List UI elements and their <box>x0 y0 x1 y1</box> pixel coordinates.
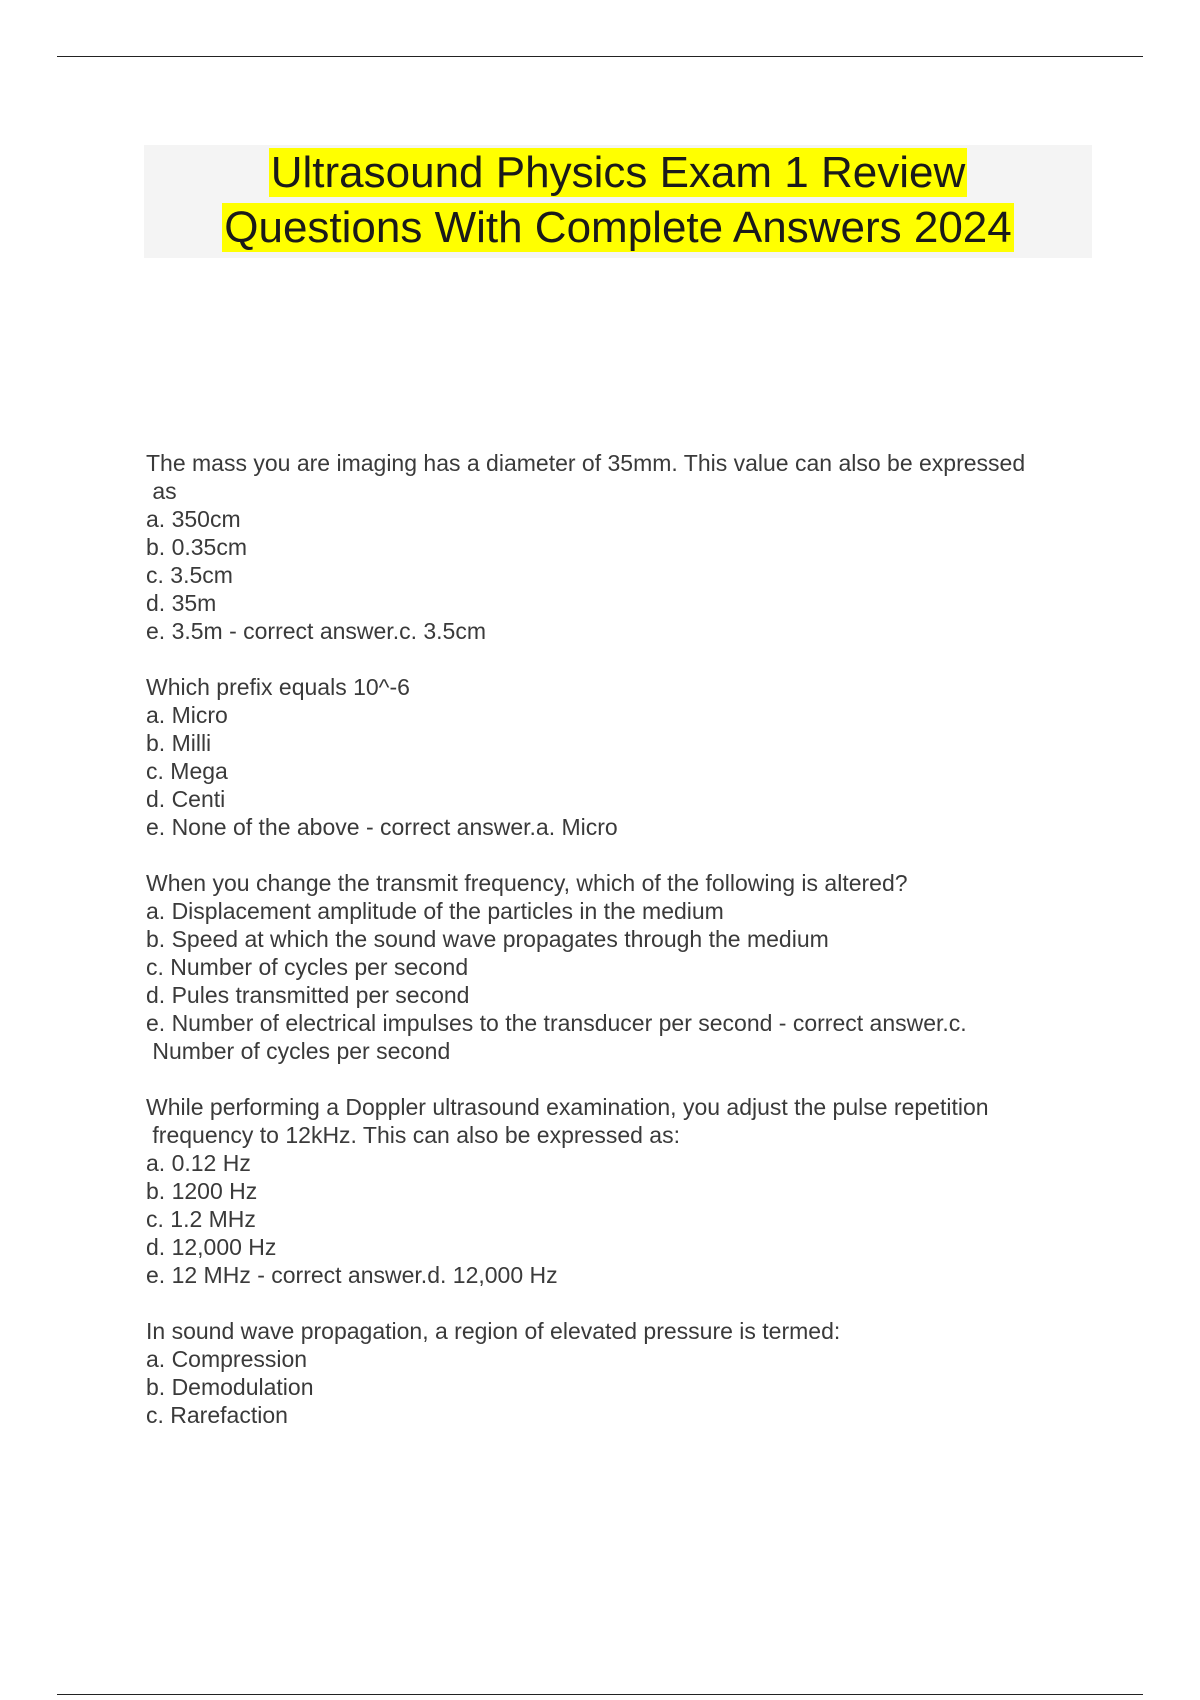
answer-option: e. Number of electrical impulses to the transducer per second - correct answer.c. <box>146 1010 967 1036</box>
answer-option: c. Number of cycles per second <box>146 954 469 980</box>
answer-option: b. Demodulation <box>146 1374 314 1400</box>
title-line-1 <box>144 145 1092 200</box>
question-block <box>146 1093 1096 1289</box>
answer-option: b. Speed at which the sound wave propagates through the medium <box>146 926 829 952</box>
answer-option: b. 1200 Hz <box>146 1178 258 1204</box>
answer-option: d. Centi <box>146 786 226 812</box>
answer-option: b. 0.35cm <box>146 534 247 560</box>
question-block <box>146 1317 1096 1429</box>
document-title-line-2: Questions With Complete Answers 2024 <box>224 203 1012 252</box>
question-text: Which prefix equals 10^-6 <box>146 674 410 700</box>
question-text: as <box>146 478 177 504</box>
bottom-rule <box>57 1694 1143 1695</box>
answer-option: a. Micro <box>146 702 228 728</box>
answer-option: c. Rarefaction <box>146 1402 288 1428</box>
answer-option: Number of cycles per second <box>146 1038 451 1064</box>
answer-option: b. Milli <box>146 730 212 756</box>
title-line-2 <box>144 200 1092 255</box>
title-banner <box>144 145 1092 258</box>
answer-option: e. 3.5m - correct answer.c. 3.5cm <box>146 618 487 644</box>
answer-option: d. 12,000 Hz <box>146 1234 277 1260</box>
answer-option: a. Displacement amplitude of the particles in the medium <box>146 898 724 924</box>
question-block <box>146 673 1096 841</box>
question-text: When you change the transmit frequency, which of the following is altered? <box>146 870 908 896</box>
answer-option: e. 12 MHz - correct answer.d. 12,000 Hz <box>146 1262 558 1288</box>
answer-option: e. None of the above - correct answer.a. Micro <box>146 814 618 840</box>
answer-option: a. 0.12 Hz <box>146 1150 251 1176</box>
answer-option: a. Compression <box>146 1346 308 1372</box>
answer-option: c. Mega <box>146 758 228 784</box>
question-block <box>146 869 1096 1065</box>
question-text: frequency to 12kHz. This can also be expressed as: <box>146 1122 680 1148</box>
question-text: The mass you are imaging has a diameter of 35mm. This value can also be expressed <box>146 450 1026 476</box>
question-list <box>146 449 1096 1457</box>
document-title-line-1: Ultrasound Physics Exam 1 Review <box>270 148 966 197</box>
answer-option: c. 1.2 MHz <box>146 1206 256 1232</box>
question-text: While performing a Doppler ultrasound examination, you adjust the pulse repetition <box>146 1094 989 1120</box>
answer-option: c. 3.5cm <box>146 562 233 588</box>
answer-option: d. Pules transmitted per second <box>146 982 470 1008</box>
answer-option: a. 350cm <box>146 506 241 532</box>
question-text: In sound wave propagation, a region of elevated pressure is termed: <box>146 1318 841 1344</box>
question-block <box>146 449 1096 645</box>
top-rule <box>57 56 1143 57</box>
answer-option: d. 35m <box>146 590 217 616</box>
